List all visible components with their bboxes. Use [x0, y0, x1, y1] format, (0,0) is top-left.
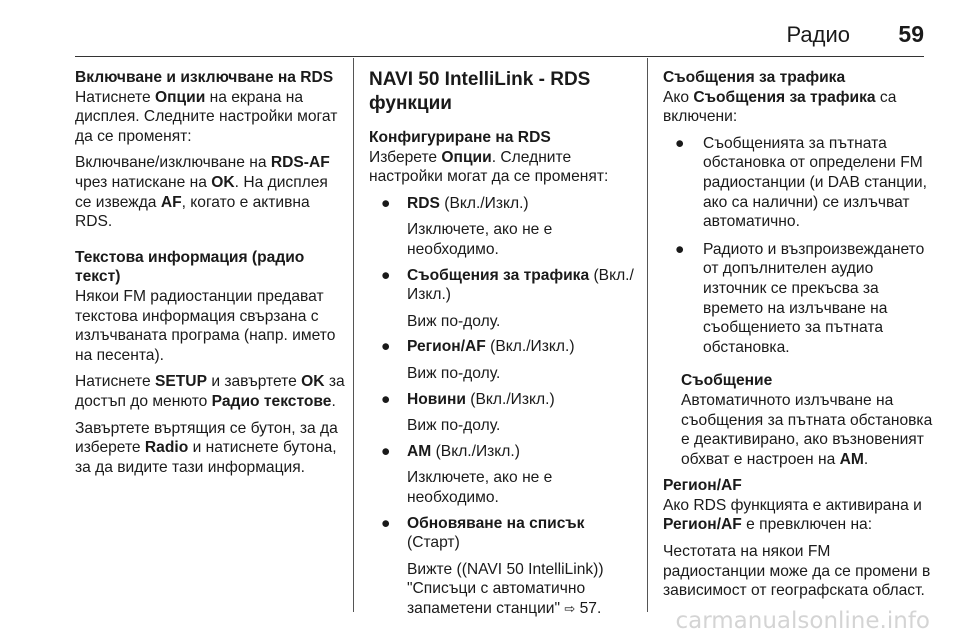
- list-item: ● Новини (Вкл./Изкл.) Виж по-долу.: [381, 390, 555, 435]
- bullet: ●: [381, 514, 391, 532]
- paragraph: Ако RDS функцията е активирана и Регион/AF е превключен на:: [663, 496, 922, 534]
- sub-heading-rds-config: Конфигуриране на RDS: [369, 129, 551, 146]
- page-reference-arrow-icon: ⇨: [564, 601, 576, 617]
- bullet: ●: [675, 134, 685, 152]
- bullet: ●: [381, 194, 391, 212]
- column-1: [75, 68, 347, 484]
- traffic-list: [663, 134, 935, 358]
- column-3: [663, 68, 935, 608]
- column-2: [369, 68, 641, 619]
- note-text: Автоматичното излъчване на съобщения за пътната обстановка е деактивирано, ако възновеният обхват е настроен на AM.: [681, 391, 933, 468]
- note-block: [663, 371, 935, 469]
- list-item: ● Регион/AF (Вкл./Изкл.) Виж по-долу.: [381, 338, 575, 382]
- page-number: 59: [898, 21, 924, 47]
- section-heading-rds-toggle: Включване и изключване на RDS: [75, 69, 334, 86]
- section-heading-region-af: Регион/AF: [663, 477, 742, 495]
- list-item: ● Обновяване на списък (Старт) Вижте ((NAVI 50 IntelliLink)) "Списъци с автоматично запаметени станции" ⇨ 57.: [381, 514, 604, 617]
- list-item: ● RDS (Вкл./Изкл.) Изключете, ако не е необходимо.: [381, 194, 553, 258]
- bullet: ●: [381, 390, 391, 408]
- note-heading: Съобщение: [681, 372, 773, 390]
- paragraph: Завъртете въртящия се бутон, за да изберете Radio и натиснете бутона, за да видите тази информация.: [75, 419, 338, 476]
- paragraph: Честотата на някои FM радиостанции може да се промени в зависимост от географската област.: [663, 543, 931, 600]
- paragraph: Натиснете SETUP и завъртете OK за достъп до менюто Радио текстове.: [75, 373, 345, 410]
- bullet: ●: [381, 442, 391, 460]
- section-heading-navi-rds: NAVI 50 IntelliLink - RDS функции: [369, 69, 591, 114]
- section-heading-radio-text: Текстова информация (радио текст): [75, 248, 305, 286]
- column-divider-left: [353, 58, 354, 612]
- bullet: ●: [675, 240, 685, 258]
- bullet: ●: [381, 266, 391, 284]
- bullet: ●: [381, 338, 391, 356]
- header-divider: [75, 56, 924, 57]
- page-title: Радио: [786, 22, 850, 47]
- paragraph: Ако Съобщения за трафика са включени:: [663, 88, 897, 126]
- column-divider-right: [647, 58, 648, 612]
- paragraph: Някои FM радиостанции предават текстова информация свързана с излъчваната програма (напр. името на песента).: [75, 287, 336, 364]
- paragraph: Включване/изключване на RDS-AF чрез натискане на OK. На дисплея се извежда AF, когато е активна RDS.: [75, 154, 330, 231]
- settings-list: [369, 194, 641, 620]
- list-item: ● Съобщения за трафика (Вкл./Изкл.) Виж по-долу.: [381, 266, 634, 330]
- watermark: carmanualsonline.info: [675, 608, 930, 634]
- list-item: ● Съобщенията за пътната обстановка от определени FM радиостанции (и DAB станции, ако са налични) се излъчват автоматично.: [675, 134, 927, 231]
- list-item: ● Радиото и възпроизвеждането от допълнителен аудио източник се прекъсва за времето на излъчване на съобщението за пътната обстановка.: [675, 240, 925, 356]
- section-heading-traffic: Съобщения за трафика: [663, 69, 846, 86]
- list-item: ● AM (Вкл./Изкл.) Изключете, ако не е необходимо.: [381, 442, 553, 506]
- paragraph: Изберете Опции. Следните настройки могат да се променят:: [369, 148, 609, 186]
- paragraph: Натиснете Опции на екрана на дисплея. Следните настройки могат да се променят:: [75, 88, 338, 145]
